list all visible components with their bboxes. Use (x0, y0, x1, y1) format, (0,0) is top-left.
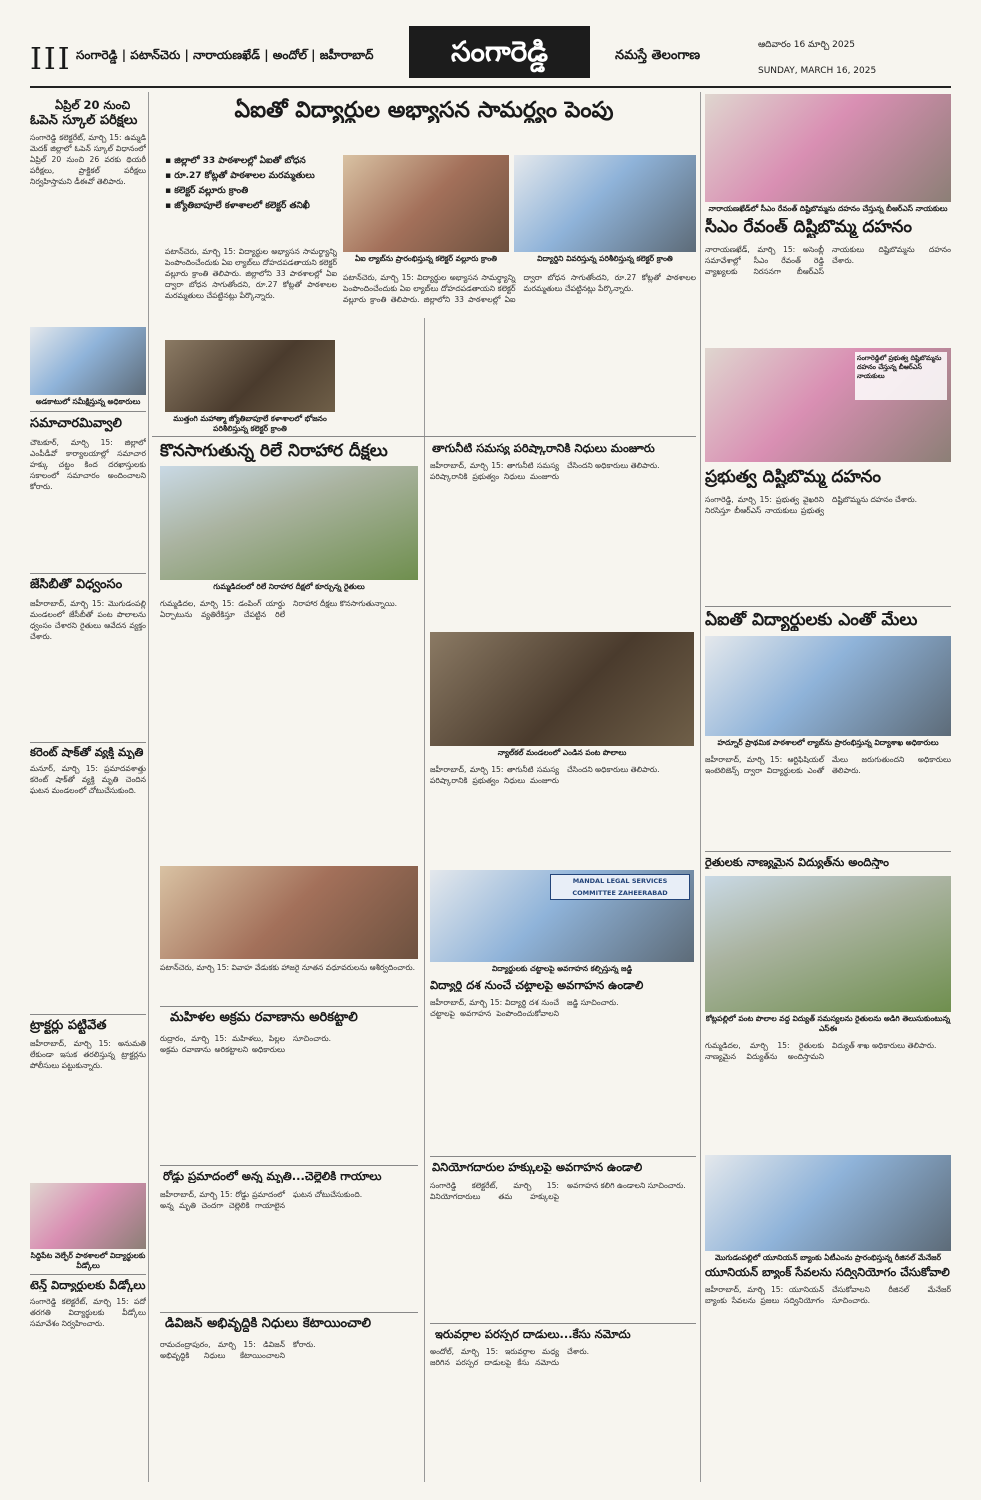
divider (152, 436, 696, 437)
power-headline: రైతులకు నాణ్యమైన విద్యుత్‌ను అందిస్తాం (705, 856, 889, 869)
divider (160, 1006, 418, 1007)
legal-body: జహీరాబాద్, మార్చి 15: విద్యార్థి దశ నుంచే చట్టాలపై అవగాహన పెంపొందించుకోవాలని జడ్జి సూచించారు. (430, 998, 619, 1018)
wedding-body: పటాన్‌చెరు, మార్చి 15: వివాహ వేడుకకు హాజరై నూతన వధూవరులను ఆశీర్వదించారు. (160, 963, 416, 972)
effigy2-body: సంగారెడ్డి, మార్చి 15: ప్రభుత్వ వైఖరిని నిరసిస్తూ బీఆర్ఎస్ నాయకులు ప్రభుత్వ దిష్టిబొమ్మను దహనం చేశారు. (705, 495, 918, 515)
division-headline: డివిజన్ అభివృద్ధికి నిధులు కేటాయించాలి (165, 1317, 372, 1331)
divider (30, 742, 146, 743)
water-caption: న్యాల్‌కల్ మండలంలో ఎండిన పంట పొలాలు (497, 748, 627, 757)
divider (30, 573, 146, 574)
clash-headline: ఇరువర్గాల పరస్పర దాడులు...కేసు నమోదు (435, 1328, 631, 1341)
legal-photo (430, 870, 694, 962)
water-headline: తాగునీటి సమస్య పరిష్కారానికి నిధులు మంజూరు (432, 442, 655, 455)
rti-body: చౌటకూర్, మార్చి 15: జిల్లాలో ఎంపీడీవో కార్యాలయాల్లో సమాచార హక్కు చట్టం కింద దరఖాస్తులకు సకాలంలో సమాచారం అందించాలని కోరారు. (30, 438, 146, 491)
masthead-rule (30, 86, 951, 88)
ai-body: జహీరాబాద్, మార్చి 15: ఆర్టిఫిషియల్ ఇంటెలిజెన్స్ ద్వారా విద్యార్థులకు ఎంతో మేలు జరుగుతుందని అధికారులు తెలిపారు. (705, 755, 951, 775)
lead-bullet: ▪ కలెక్టర్ వల్లూరు క్రాంతి (165, 184, 337, 199)
bank-headline: యూనియన్ బ్యాంక్ సేవలను సద్వినియోగం చేసుకోవాలి (705, 1266, 950, 1279)
hunger-photo (160, 466, 418, 580)
lead-body-continued: పటాన్‌చెరు, మార్చి 15: విద్యార్థుల అభ్యాసన సామర్థ్యాన్ని పెంపొందించేందుకు ఏఐ ల్యాబ్‌లు దోహదపడతాయని కలెక్టర్ వల్లూరు క్రాంతి తెలిపారు. జిల్లాలోని 33 పాఠశాలల్లో ఏఐ ద్వారా బోధన సాగుతోందని, రూ.27 కోట్లతో పాఠశాలల మరమ్మతులు చేపట్టినట్లు పేర్కొన్నారు. (343, 273, 696, 304)
consumer-body: సంగారెడ్డి కలెక్టరేట్, మార్చి 15: వినియోగదారులు తమ హక్కులపై అవగాహన కలిగి ఉండాలని సూచించారు. (430, 1181, 686, 1201)
effigy-photo-label: సంగారెడ్డిలో ప్రభుత్వ దిష్టిబొమ్మను దహనం చేస్తున్న బీఆర్ఎస్ నాయకులు (855, 352, 947, 400)
bank-caption: మొగుడంపల్లిలో యూనియన్ బ్యాంకు ఏటీఎంను ప్రారంభిస్తున్న రీజినల్ మేనేజర్ (714, 1253, 942, 1262)
shock-body: మనూర్, మార్చి 15: ప్రమాదవశాత్తు కరెంట్ షాక్‌తో వ్యక్తి మృతి చెందిన ఘటన మండలంలో చోటుచేసుకుంది. (30, 764, 146, 795)
farewell-body: సంగారెడ్డి కలెక్టరేట్, మార్చి 15: పదో తరగతి విద్యార్థులకు వీడ్కోలు సమావేశం నిర్వహించారు. (30, 1297, 146, 1328)
shock-headline: కరెంట్ షాక్‌తో వ్యక్తి మృతి (30, 746, 144, 759)
consumer-headline: వినియోగదారుల హక్కులపై అవగాహన ఉండాలి (432, 1161, 643, 1174)
wedding-photo (160, 866, 418, 959)
effigy-caption-1: నారాయణఖేడ్‌లో సీఎం రేవంత్ దిష్టిబొమ్మను దహనం చేస్తున్న బీఆర్ఎస్ నాయకులు (708, 204, 948, 213)
divider (30, 411, 146, 412)
farewell-caption: సిద్దిపేట వెల్ఫేర్ పాఠశాలలో విద్యార్థులకు వీడ్కోలు (30, 1251, 146, 1270)
divider (160, 1312, 418, 1313)
exam-headline: ఓపెన్ స్కూల్ పరీక్షలు (30, 114, 138, 128)
women-body: రుద్రారం, మార్చి 15: మహిళలు, పిల్లల అక్రమ రవాణాను అరికట్టాలని అధికారులు సూచించారు. (160, 1034, 331, 1054)
column-divider (148, 92, 149, 1482)
divider (160, 1165, 418, 1166)
effigy-photo-1 (705, 94, 951, 202)
lead-bullet: ▪ రూ.27 కోట్లతో పాఠశాలల మరమ్మతులు (165, 169, 337, 184)
divider (705, 851, 951, 852)
power-caption: కోట్లపల్లిలో పంట పొలాల వద్ద విద్యుత్ సమస్యలను రైతులను అడిగి తెలుసుకుంటున్న ఎస్ఈ (705, 1014, 951, 1033)
divider (30, 1274, 146, 1275)
hunger-headline: కొనసాగుతున్న రిలే నిరాహార దీక్షలు (160, 442, 388, 461)
divider (430, 1323, 696, 1324)
effigy1-body: నారాయణఖేడ్, మార్చి 15: అసెంబ్లీ సమావేశాల్లో సీఎం రేవంత్ రెడ్డి వ్యాఖ్యలకు నిరసనగా బీఆర్ఎస్ నాయకులు దిష్టిబొమ్మను దహనం చేశారు. (705, 245, 951, 276)
power-photo (705, 876, 951, 1012)
lead-caption-2: విద్యార్థిని వివరిస్తున్న పరిశీలిస్తున్న కలెక్టర్ క్రాంతి (537, 254, 673, 263)
jcb-body: జహీరాబాద్, మార్చి 15: మొగుడంపల్లి మండలంలో జేసీబీతో పంట పొలాలను ధ్వంసం చేశారని రైతులు ఆవేదన వ్యక్తం చేశారు. (30, 599, 146, 641)
date-telugu: ఆదివారం 16 మార్చి 2025 (758, 40, 856, 50)
exam-kicker: ఏప్రిల్ 20 నుంచి (55, 99, 131, 112)
road-headline: రోడ్డు ప్రమాదంలో అన్న మృతి...చెల్లెలికి గాయాలు (163, 1170, 382, 1183)
divider (430, 1156, 696, 1157)
hunger-caption: గుమ్మడిదలలో రిలే నిరాహార దీక్షలో కూర్చున్న రైతులు (213, 582, 365, 591)
exam-photo (30, 327, 146, 395)
hunger-body: గుమ్మడిదల, మార్చి 15: డంపింగ్ యార్డు ఏర్పాటును వ్యతిరేకిస్తూ చేపట్టిన రిలే నిరాహార దీక్షలు కొనసాగుతున్నాయి. (160, 599, 397, 619)
legal-headline: విద్యార్థి దశ నుంచే చట్టాలపై అవగాహన ఉండాలి (430, 979, 644, 992)
water-body: జహీరాబాద్, మార్చి 15: తాగునీటి సమస్య పరిష్కారానికి ప్రభుత్వం నిధులు మంజూరు చేసిందని అధికారులు తెలిపారు. (430, 461, 660, 481)
ai-caption: హద్నూర్ ప్రాథమిక పాఠశాలలో ల్యాబ్‌ను ప్రారంభిస్తున్న విద్యాశాఖ అధికారులు (717, 738, 939, 747)
lead-body: పటాన్‌చెరు, మార్చి 15: విద్యార్థుల అభ్యాసన సామర్థ్యాన్ని పెంపొందించేందుకు ఏఐ ల్యాబ్‌లు దోహదపడతాయని కలెక్టర్ వల్లూరు క్రాంతి తెలిపారు. జిల్లాలోని 33 పాఠశాలల్లో ఏఐ ద్వారా బోధన సాగుతోందని, రూ.27 కోట్లతో పాఠశాలల మరమ్మతులు చేపట్టినట్లు పేర్కొన్నారు. (165, 247, 337, 300)
lead-headline: ఏఐతో విద్యార్థుల అభ్యాసన సామర్థ్యం పెంపు (234, 98, 614, 123)
bank-photo (705, 1155, 951, 1251)
legal-banner: MANDAL LEGAL SERVICES COMMITTEE ZAHEERABAD (550, 874, 690, 900)
lead-bullet: ▪ జ్యోతిబాపూలే కళాశాలలో కలెక్టర్ తనిఖీ (165, 199, 337, 214)
legal-caption: విద్యార్థులకు చట్టాలపై అవగాహన కల్పిస్తున్న జడ్జి (491, 964, 633, 973)
lead-caption-1: ఏఐ ల్యాబ్‌ను ప్రారంభిస్తున్న కలెక్టర్ వల్లూరు క్రాంతి (354, 254, 498, 263)
power-body: గుమ్మడిదల, మార్చి 15: రైతులకు నాణ్యమైన విద్యుత్‌ను అందిస్తామని విద్యుత్ శాఖ అధికారులు తెలిపారు. (705, 1041, 937, 1061)
divider (30, 1014, 146, 1015)
divider (705, 606, 951, 607)
clash-body: అందోల్, మార్చి 15: ఇరువర్గాల మధ్య జరిగిన పరస్పర దాడులపై కేసు నమోదు చేశారు. (430, 1347, 590, 1367)
lead-photo-ai-lab (343, 155, 509, 252)
effigy2-headline: ప్రభుత్వ దిష్టిబొమ్మ దహనం (705, 468, 882, 487)
ai-headline: ఏఐతో విద్యార్థులకు ఎంతో మేలు (705, 611, 918, 630)
edition-areas: సంగారెడ్డి | పటాన్‌చెరు | నారాయణఖేడ్ | అందోల్ | జహీరాబాద్ (76, 48, 374, 62)
farewell-headline: టెన్త్ విద్యార్థులకు వీడ్కోలు (30, 1279, 146, 1292)
column-divider (700, 92, 701, 1482)
tractor-body: జహీరాబాద్, మార్చి 15: అనుమతి లేకుండా ఇసుక తరలిస్తున్న ట్రాక్టర్లను పోలీసులు పట్టుకున్నారు. (30, 1039, 146, 1070)
exam-body: సంగారెడ్డి కలెక్టరేట్, మార్చి 15: ఉమ్మడి మెదక్ జిల్లాలో ఓపెన్ స్కూల్ విధానంలో ఏప్రిల్ 20 నుంచి 26 వరకు థియరీ పరీక్షలు, ప్రాక్టికల్ పరీక్షలు నిర్వహిస్తామని డీఈవో తెలిపారు. (30, 133, 146, 186)
jcb-headline: జేసీబీతో విధ్వంసం (30, 578, 123, 592)
tractor-headline: ట్రాక్టర్లు పట్టివేత (30, 1019, 107, 1033)
lead-photo-students (514, 155, 696, 252)
women-headline: మహిళల అక్రమ రవాణాను అరికట్టాలి (170, 1011, 358, 1025)
exam-caption: అడకాటులో సమీక్షిస్తున్న అధికారులు (35, 397, 141, 406)
farewell-photo (30, 1183, 146, 1249)
page-number: III (30, 42, 72, 77)
section-title: సంగారెడ్డి (409, 26, 590, 78)
ai-photo (705, 636, 951, 736)
water-body-continued: జహీరాబాద్, మార్చి 15: తాగునీటి సమస్య పరిష్కారానికి ప్రభుత్వం నిధులు మంజూరు చేసిందని అధికారులు తెలిపారు. (430, 765, 660, 785)
effigy1-headline: సీఎం రేవంత్ దిష్టిబొమ్మ దహనం (705, 218, 912, 237)
bank-body: జహీరాబాద్, మార్చి 15: యూనియన్ బ్యాంకు సేవలను ప్రజలు సద్వినియోగం చేసుకోవాలని రీజినల్ మేనేజర్ సూచించారు. (705, 1285, 951, 1305)
lead-caption-3: ముత్తంగి మహాత్మా జ్యోతిబాపూలే కళాశాలలో భోజనం పరిశీలిస్తున్న కలెక్టర్ క్రాంతి (173, 414, 327, 433)
water-photo (430, 632, 694, 746)
division-body: రామచంద్రాపురం, మార్చి 15: డివిజన్ అభివృద్ధికి నిధులు కేటాయించాలని కోరారు. (160, 1340, 316, 1360)
column-divider (424, 318, 425, 1482)
lead-bullet: ▪ జిల్లాలో 33 పాఠశాలల్లో ఏఐతో బోధన (165, 154, 337, 169)
effigy-photo-2 (705, 348, 951, 462)
lead-bullets (165, 154, 337, 214)
rti-headline: సమాచారమివ్వాలి (30, 417, 122, 431)
newspaper-name: నమస్తే తెలంగాణ (615, 48, 701, 63)
lead-photo-kitchen (165, 340, 335, 412)
road-body: జహీరాబాద్, మార్చి 15: రోడ్డు ప్రమాదంలో అన్న మృతి చెందగా చెల్లెలికి గాయాలైన ఘటన చోటుచేసుకుంది. (160, 1190, 363, 1210)
date-english: SUNDAY, MARCH 16, 2025 (758, 66, 877, 76)
